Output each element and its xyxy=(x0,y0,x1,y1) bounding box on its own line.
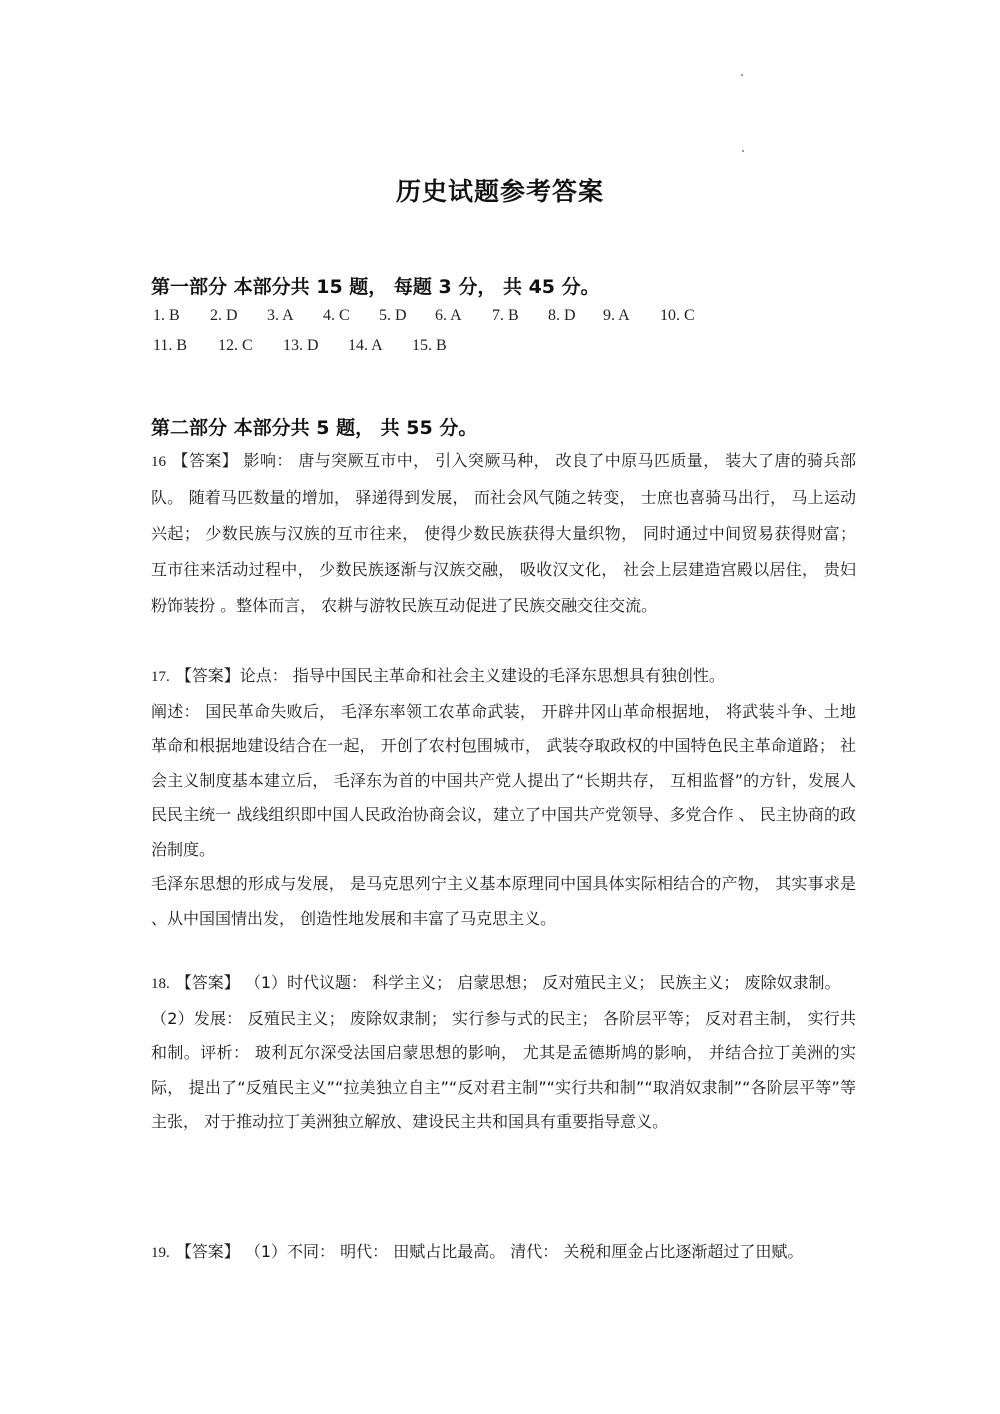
question-18-answer xyxy=(151,966,856,1140)
mc-answer: 3. A xyxy=(267,307,294,324)
question-17-answer xyxy=(151,659,856,936)
question-17-thesis: 【答案】论点： 指导中国民主革命和社会主义建设的毛泽东思想具有独创性。 xyxy=(175,666,725,685)
mc-answer: 1. B xyxy=(153,307,180,324)
mc-answer: 4. C xyxy=(323,307,350,324)
scan-speck xyxy=(741,74,743,76)
question-18-part-2: （2）发展： 反殖民主义； 废除奴隶制； 实行参与式的民主； 各阶层平等； 反对君主制， 实行共和制。评析： 玻利瓦尔深受法国启蒙思想的影响， 尤其是孟德斯鸠的影响， 并结合拉丁美洲的实际， 提出了“反殖民主义”“拉美独立自主”“反对君主制”“实行共和制”“取消奴隶制”“各阶层平等”等主张， 对于推动拉丁美洲独立解放、建设民主共和国具有重要指导意义。 xyxy=(151,1008,856,1131)
part2-heading: 第二部分 本部分共 5 题， 共 55 分。 xyxy=(151,417,478,439)
mc-answer: 7. B xyxy=(492,307,519,324)
question-number: 17. xyxy=(151,669,170,685)
question-16-text: 【答案】 影响： 唐与突厥互市中， 引入突厥马种， 改良了中原马匹质量， 装大了唐的骑兵部队。 随着马匹数量的增加， 驿递得到发展， 而社会风气随之转变， 士庶也喜骑马出行， 马上运动兴起； 少数民族与汉族的互市往来， 使得少数民族获得大量织物， 同时通过中间贸易获得财富； 互市往来活动过程中， 少数民族逐渐与汉族交融， 吸收汉文化， 社会上层建造宫殿以居住， 贵妇粉饰装扮 。整体而言， 农耕与游牧民族互动促进了民族交融交往交流。 xyxy=(151,451,856,615)
page-title: 历史试题参考答案 xyxy=(395,177,604,206)
question-17-elaboration: 阐述： 国民革命失败后， 毛泽东率领工农革命武装， 开辟井冈山革命根据地， 将武装斗争、土地革命和根据地建设结合在一起， 开创了农村包围城市， 武装夺取政权的中国特色民主革命道路； 社会主义制度基本建立后， 毛泽东为首的中国共产党人提出了“长期共存， 互相监督”的方针，发展人民民主统一 战线组织即中国人民政治协商会议，建立了中国共产党领导、多党合作 、 民主协商的政治制度。 xyxy=(151,701,856,859)
mc-answer: 10. C xyxy=(660,307,695,324)
mc-answer: 2. D xyxy=(210,307,238,324)
mc-answer: 9. A xyxy=(603,307,630,324)
mc-answer: 11. B xyxy=(153,337,188,354)
mc-answer: 12. C xyxy=(218,337,253,354)
mc-answer: 6. A xyxy=(435,307,462,324)
mc-answer: 8. D xyxy=(548,307,576,324)
question-19-text: 【答案】 （1）不同： 明代： 田赋占比最高。 清代： 关税和厘金占比逐渐超过了田赋。 xyxy=(175,1242,804,1261)
part1-heading: 第一部分 本部分共 15 题， 每题 3 分， 共 45 分。 xyxy=(151,276,600,298)
mc-answer: 15. B xyxy=(412,337,447,354)
question-18-part-1: 【答案】 （1）时代议题： 科学主义； 启蒙思想； 反对殖民主义； 民族主义； 废除奴隶制。 xyxy=(175,973,841,992)
question-19-answer xyxy=(151,1235,856,1271)
question-number: 19. xyxy=(151,1245,170,1261)
question-number: 16 xyxy=(151,454,166,470)
mc-answer: 14. A xyxy=(348,337,383,354)
question-16-answer xyxy=(151,443,856,624)
question-17-conclusion: 毛泽东思想的形成与发展， 是马克思列宁主义基本原理同中国具体实际相结合的产物， 其实事求是 、从中国国情出发， 创造性地发展和丰富了马克思主义。 xyxy=(151,874,856,928)
mc-answer: 13. D xyxy=(283,337,319,354)
scan-speck xyxy=(742,150,744,152)
question-number: 18. xyxy=(151,976,170,992)
mc-answer: 5. D xyxy=(379,307,407,324)
